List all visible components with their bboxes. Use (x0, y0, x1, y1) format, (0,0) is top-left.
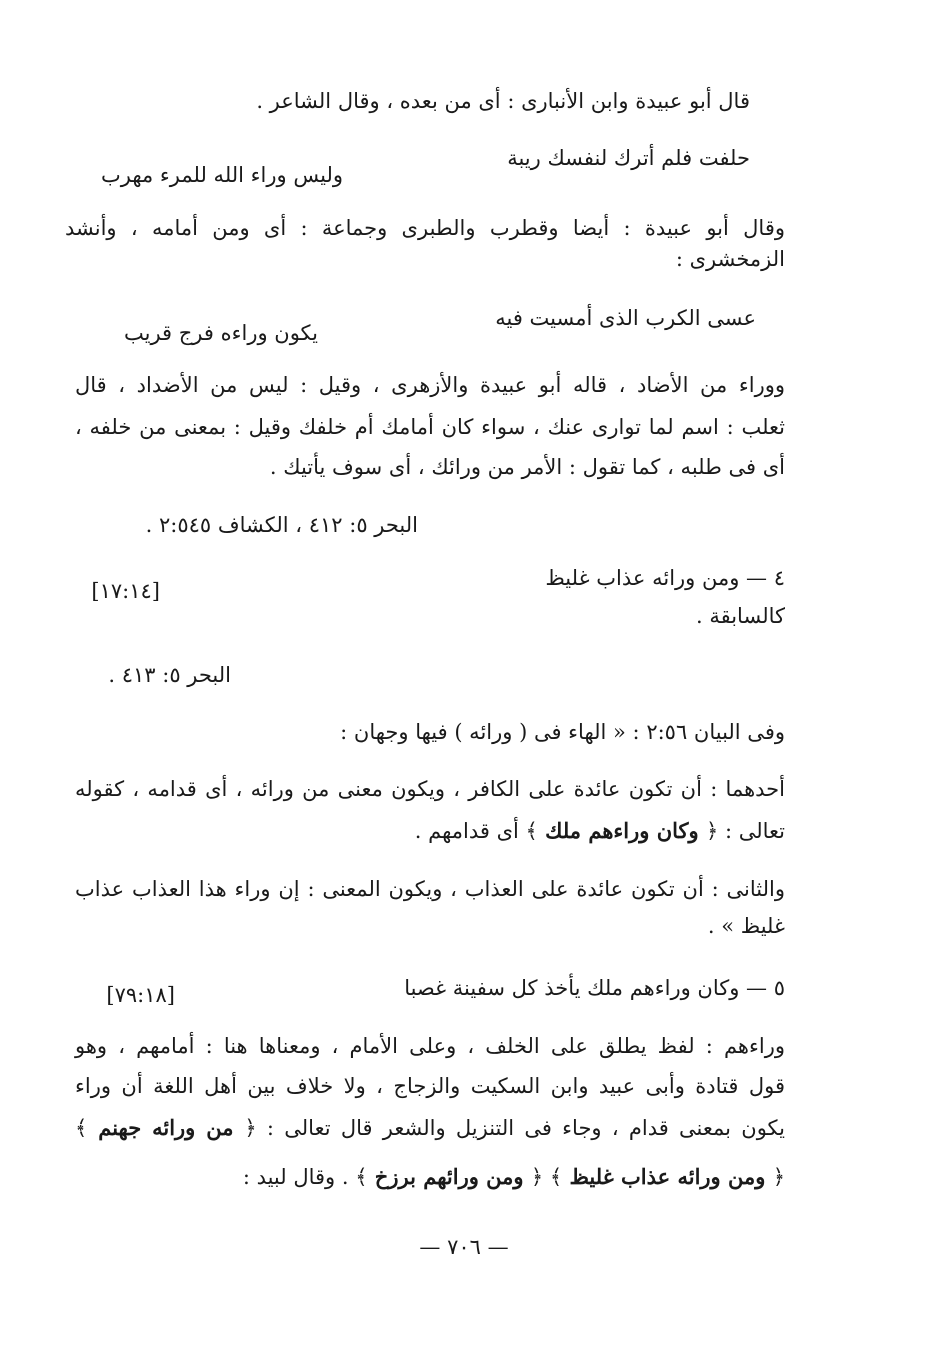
text-line (75, 1113, 785, 1143)
text-line: ثعلب : اسم لما توارى عنك ، سواء كان أمامك أم خلفك وقيل : بمعنى من خلفه ، (75, 415, 785, 439)
verse-first-hemistich: حلفت فلم أترك لنفسك ريبة (507, 146, 750, 170)
verse-second-hemistich: وليس وراء الله للمرء مهرب (100, 163, 343, 187)
text-line: أحدهما : أن تكون عائدة على الكافر ، ويكون معنى من ورائه ، أى قدامه ، كقوله (75, 777, 785, 801)
verse-first-hemistich: عسى الكرب الذى أمسيت فيه (495, 306, 756, 330)
text-line (243, 1162, 785, 1192)
text-line: وقال أبو عبيدة : أيضا وقطرب والطبرى وجماعة : أى ومن أمامه ، وأنشد (65, 216, 785, 240)
text-line: وفى البيان ٢:٥٦ : « الهاء فى ( ورائه ) فيها وجهان : (340, 720, 785, 744)
text-run: ﴾ أى قدامهم . (414, 819, 538, 843)
text-run: ﴾ (75, 1116, 88, 1140)
verse-item: ٥ — وكان وراءهم ملك يأخذ كل سفينة غصبا (404, 976, 785, 1000)
text-line: وراءهم : لفظ يطلق على الخلف ، وعلى الأمام ، ومعناها هنا : أمامهم ، وهو (75, 1034, 785, 1058)
text-run: يكون بمعنى قدام ، وجاء فى التنزيل والشعر قال تعالى : ﴿ (244, 1116, 785, 1140)
verse-citation: [١٧:١٤] (91, 579, 160, 603)
text-line: الزمخشرى : (675, 247, 785, 271)
verse-item: ٤ — ومن ورائه عذاب غليظ (545, 566, 785, 590)
verse-second-hemistich: يكون وراءه فرج قريب (123, 321, 318, 345)
source-reference: البحر ٥: ٤١٣ . (108, 663, 231, 687)
verse-citation: [٧٩:١٨] (106, 983, 175, 1007)
text-run: ﴾ ﴿ (530, 1165, 563, 1189)
source-reference: البحر ٥: ٤١٢ ، الكشاف ٢:٥٤٥ . (145, 513, 418, 537)
text-run: تعالى : ﴿ (705, 819, 785, 843)
quran-quote: وكان وراءهم ملك (537, 818, 706, 843)
quran-quote: ومن ورائهم برزخ (367, 1164, 531, 1189)
text-line: والثانى : أن تكون عائدة على العذاب ، ويكون المعنى : إن وراء هذا العذاب عذاب (75, 877, 785, 901)
text-line (415, 816, 785, 846)
page-number: — ٧٠٦ — (419, 1235, 509, 1259)
text-line: قول قتادة وأبى عبيد وابن السكيت والزجاج ، ولا خلاف بين أهل اللغة أن وراء (75, 1074, 785, 1098)
text-line: غليظ » . (707, 914, 785, 938)
text-line: كالسابقة . (695, 604, 785, 628)
text-line: قال أبو عبيدة وابن الأنبارى : أى من بعده ، وقال الشاعر . (256, 89, 750, 113)
text-run: ﴿ (772, 1165, 785, 1189)
quran-quote: ومن ورائه عذاب غليظ (562, 1164, 773, 1189)
quran-quote: من ورائه جهنم (87, 1115, 245, 1140)
text-line: أى فى طلبه ، كما تقول : الأمر من ورائك ، أى سوف يأتيك . (269, 455, 785, 479)
text-run: ﴾ . وقال لبيد : (242, 1165, 368, 1189)
text-line: ووراء من الأضاد ، قاله أبو عبيدة والأزهرى ، وقيل : ليس من الأضداد ، قال (75, 373, 785, 397)
